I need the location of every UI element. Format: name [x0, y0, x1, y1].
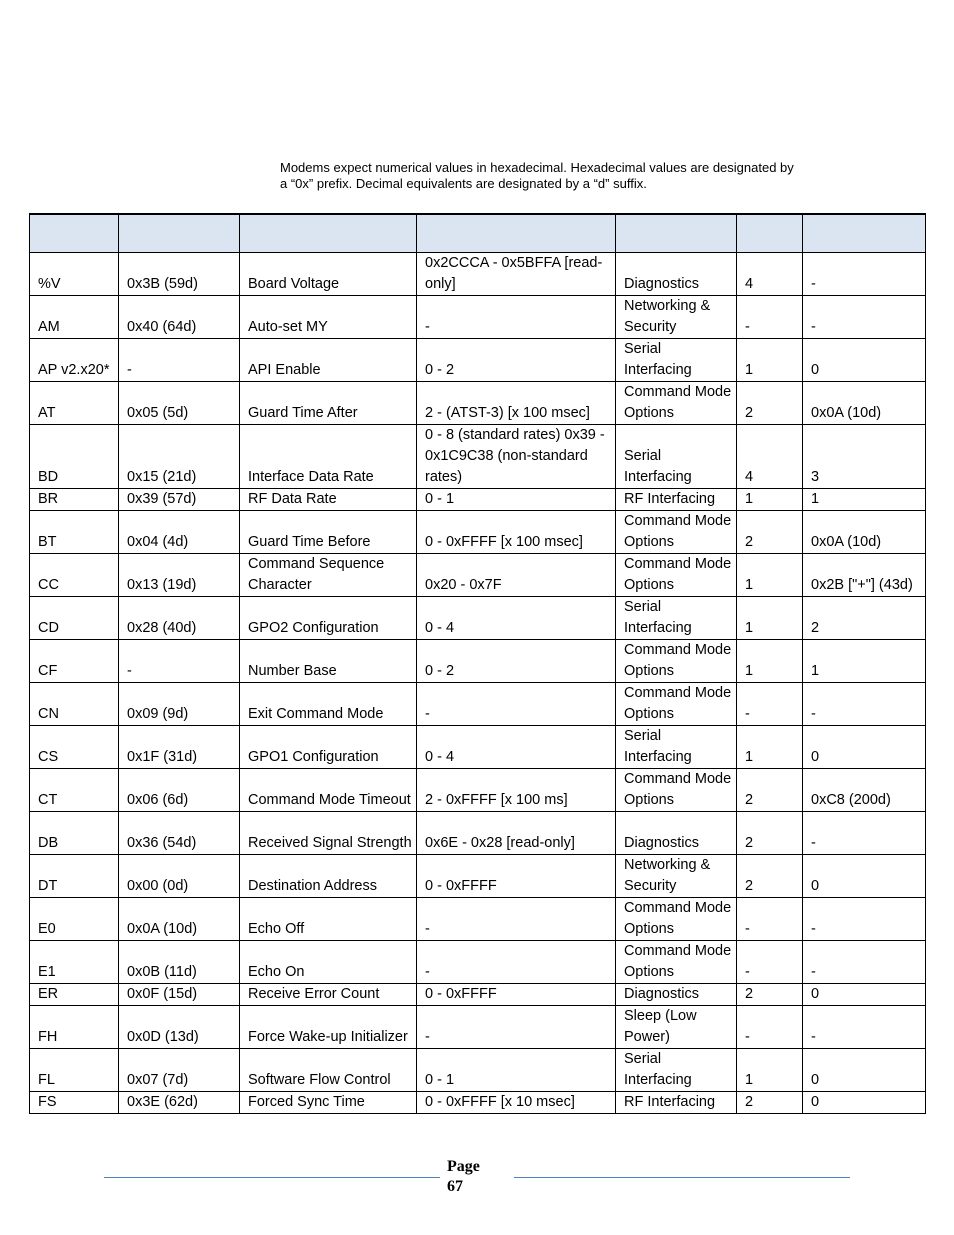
command-category-cell: Diagnostics	[616, 812, 737, 855]
command-number-cell: 0x0D (13d)	[119, 1006, 240, 1049]
command-number-cell: -	[119, 640, 240, 683]
command-number-cell: 0x04 (4d)	[119, 511, 240, 554]
factory-default-cell: -	[803, 683, 926, 726]
command-name-cell: Echo On	[240, 941, 417, 984]
hex-note-line-2: a “0x” prefix. Decimal equivalents are designated by a “d” suffix.	[280, 176, 647, 191]
command-category-cell: Command Mode Options	[616, 511, 737, 554]
table-row	[30, 296, 926, 339]
nbytes-returned-cell: 1	[737, 489, 803, 511]
command-category-cell: RF Interfacing	[616, 489, 737, 511]
factory-default-cell: 0x0A (10d)	[803, 382, 926, 425]
command-category-cell: Command Mode Options	[616, 898, 737, 941]
at-command-cell: E0	[30, 898, 119, 941]
at-command-cell: %V	[30, 253, 119, 296]
factory-default-cell: -	[803, 898, 926, 941]
at-command-cell: DB	[30, 812, 119, 855]
table-row	[30, 941, 926, 984]
command-number-cell: 0x39 (57d)	[119, 489, 240, 511]
command-category-cell: Sleep (Low Power)	[616, 1006, 737, 1049]
parameter-range-cell: -	[417, 683, 616, 726]
at-command-cell: BD	[30, 425, 119, 489]
command-number-cell: 0x3B (59d)	[119, 253, 240, 296]
header-cell	[616, 214, 737, 253]
factory-default-cell: 3	[803, 425, 926, 489]
table-row	[30, 382, 926, 425]
at-command-table	[29, 213, 926, 1114]
nbytes-returned-cell: 4	[737, 253, 803, 296]
command-name-cell: Guard Time After	[240, 382, 417, 425]
factory-default-cell: 0	[803, 855, 926, 898]
at-command-cell: DT	[30, 855, 119, 898]
command-name-cell: Destination Address	[240, 855, 417, 898]
command-number-cell: -	[119, 339, 240, 382]
command-number-cell: 0x1F (31d)	[119, 726, 240, 769]
table-row	[30, 1006, 926, 1049]
at-command-cell: ER	[30, 984, 119, 1006]
table-row	[30, 1092, 926, 1114]
parameter-range-cell: -	[417, 898, 616, 941]
nbytes-returned-cell: 2	[737, 812, 803, 855]
footer-rule-right	[514, 1177, 850, 1178]
factory-default-cell: 0	[803, 339, 926, 382]
parameter-range-cell: 0x2CCCA - 0x5BFFA [read-only]	[417, 253, 616, 296]
factory-default-cell: 0	[803, 1092, 926, 1114]
at-command-cell: FL	[30, 1049, 119, 1092]
table-row	[30, 425, 926, 489]
footer-rule-left	[104, 1177, 440, 1178]
nbytes-returned-cell: 2	[737, 769, 803, 812]
page-number-value: 67	[447, 1178, 463, 1195]
parameter-range-cell: 0 - 4	[417, 726, 616, 769]
command-number-cell: 0x07 (7d)	[119, 1049, 240, 1092]
nbytes-returned-cell: 2	[737, 382, 803, 425]
command-name-cell: Command Sequence Character	[240, 554, 417, 597]
command-category-cell: Serial Interfacing	[616, 597, 737, 640]
table-row	[30, 683, 926, 726]
at-command-cell: BR	[30, 489, 119, 511]
parameter-range-cell: 0x20 - 0x7F	[417, 554, 616, 597]
table-row	[30, 640, 926, 683]
nbytes-returned-cell: 2	[737, 984, 803, 1006]
table-row	[30, 769, 926, 812]
page-label: Page	[447, 1158, 480, 1175]
factory-default-cell: 1	[803, 489, 926, 511]
header-cell	[30, 214, 119, 253]
factory-default-cell: 0x0A (10d)	[803, 511, 926, 554]
at-command-cell: AM	[30, 296, 119, 339]
at-command-cell: CT	[30, 769, 119, 812]
page-number	[447, 1157, 507, 1197]
command-number-cell: 0x06 (6d)	[119, 769, 240, 812]
at-command-cell: AP v2.x20*	[30, 339, 119, 382]
table-row	[30, 726, 926, 769]
command-name-cell: Number Base	[240, 640, 417, 683]
parameter-range-cell: 0 - 2	[417, 339, 616, 382]
table-body	[30, 253, 926, 1114]
factory-default-cell: -	[803, 812, 926, 855]
parameter-range-cell: -	[417, 1006, 616, 1049]
table-row	[30, 489, 926, 511]
nbytes-returned-cell: 1	[737, 1049, 803, 1092]
command-name-cell: Force Wake-up Initializer	[240, 1006, 417, 1049]
parameter-range-cell: 2 - (ATST-3) [x 100 msec]	[417, 382, 616, 425]
command-name-cell: Received Signal Strength	[240, 812, 417, 855]
command-number-cell: 0x15 (21d)	[119, 425, 240, 489]
command-name-cell: Echo Off	[240, 898, 417, 941]
parameter-range-cell: -	[417, 296, 616, 339]
command-category-cell: Networking & Security	[616, 296, 737, 339]
table-row	[30, 898, 926, 941]
parameter-range-cell: 0 - 0xFFFF	[417, 984, 616, 1006]
command-name-cell: Guard Time Before	[240, 511, 417, 554]
factory-default-cell: 0	[803, 1049, 926, 1092]
factory-default-cell: 1	[803, 640, 926, 683]
hex-note-line-1: Modems expect numerical values in hexadecimal. Hexadecimal values are designated by	[280, 160, 794, 175]
command-name-cell: Interface Data Rate	[240, 425, 417, 489]
at-command-cell: CD	[30, 597, 119, 640]
command-name-cell: GPO1 Configuration	[240, 726, 417, 769]
parameter-range-cell: 2 - 0xFFFF [x 100 ms]	[417, 769, 616, 812]
command-number-cell: 0x3E (62d)	[119, 1092, 240, 1114]
nbytes-returned-cell: 1	[737, 726, 803, 769]
command-category-cell: RF Interfacing	[616, 1092, 737, 1114]
nbytes-returned-cell: 4	[737, 425, 803, 489]
table-row	[30, 554, 926, 597]
factory-default-cell: 0x2B ["+"] (43d)	[803, 554, 926, 597]
factory-default-cell: -	[803, 941, 926, 984]
command-name-cell: RF Data Rate	[240, 489, 417, 511]
factory-default-cell: 2	[803, 597, 926, 640]
table-row	[30, 812, 926, 855]
command-category-cell: Serial Interfacing	[616, 1049, 737, 1092]
command-name-cell: Software Flow Control	[240, 1049, 417, 1092]
parameter-range-cell: 0 - 2	[417, 640, 616, 683]
header-cell	[417, 214, 616, 253]
parameter-range-cell: 0x6E - 0x28 [read-only]	[417, 812, 616, 855]
command-number-cell: 0x0B (11d)	[119, 941, 240, 984]
nbytes-returned-cell: -	[737, 683, 803, 726]
table-row	[30, 253, 926, 296]
factory-default-cell: -	[803, 1006, 926, 1049]
command-category-cell: Command Mode Options	[616, 640, 737, 683]
nbytes-returned-cell: 1	[737, 597, 803, 640]
table-row	[30, 984, 926, 1006]
at-command-cell: AT	[30, 382, 119, 425]
parameter-range-cell: 0 - 1	[417, 1049, 616, 1092]
at-command-cell: FH	[30, 1006, 119, 1049]
factory-default-cell: -	[803, 253, 926, 296]
at-command-cell: CF	[30, 640, 119, 683]
nbytes-returned-cell: -	[737, 898, 803, 941]
command-category-cell: Command Mode Options	[616, 554, 737, 597]
parameter-range-cell: 0 - 0xFFFF [x 10 msec]	[417, 1092, 616, 1114]
command-category-cell: Command Mode Options	[616, 382, 737, 425]
command-number-cell: 0x13 (19d)	[119, 554, 240, 597]
command-category-cell: Command Mode Options	[616, 769, 737, 812]
header-cell	[119, 214, 240, 253]
factory-default-cell: -	[803, 296, 926, 339]
nbytes-returned-cell: 1	[737, 640, 803, 683]
table-header-row	[30, 214, 926, 253]
command-name-cell: Command Mode Timeout	[240, 769, 417, 812]
parameter-range-cell: 0 - 8 (standard rates) 0x39 - 0x1C9C38 (non-standard rates)	[417, 425, 616, 489]
at-command-cell: CC	[30, 554, 119, 597]
parameter-range-cell: 0 - 4	[417, 597, 616, 640]
table-row	[30, 597, 926, 640]
table-row	[30, 339, 926, 382]
header-cell	[737, 214, 803, 253]
command-category-cell: Serial Interfacing	[616, 425, 737, 489]
nbytes-returned-cell: 2	[737, 1092, 803, 1114]
command-category-cell: Serial Interfacing	[616, 726, 737, 769]
command-category-cell: Command Mode Options	[616, 683, 737, 726]
nbytes-returned-cell: 1	[737, 554, 803, 597]
command-category-cell: Serial Interfacing	[616, 339, 737, 382]
command-number-cell: 0x0F (15d)	[119, 984, 240, 1006]
header-cell	[803, 214, 926, 253]
command-name-cell: Board Voltage	[240, 253, 417, 296]
hex-note	[280, 160, 850, 192]
nbytes-returned-cell: 1	[737, 339, 803, 382]
command-number-cell: 0x0A (10d)	[119, 898, 240, 941]
factory-default-cell: 0	[803, 984, 926, 1006]
parameter-range-cell: -	[417, 941, 616, 984]
header-cell	[240, 214, 417, 253]
nbytes-returned-cell: 2	[737, 511, 803, 554]
table-row	[30, 511, 926, 554]
command-name-cell: API Enable	[240, 339, 417, 382]
nbytes-returned-cell: -	[737, 941, 803, 984]
command-number-cell: 0x05 (5d)	[119, 382, 240, 425]
command-number-cell: 0x40 (64d)	[119, 296, 240, 339]
table-row	[30, 855, 926, 898]
nbytes-returned-cell: 2	[737, 855, 803, 898]
command-category-cell: Diagnostics	[616, 253, 737, 296]
parameter-range-cell: 0 - 1	[417, 489, 616, 511]
at-command-cell: BT	[30, 511, 119, 554]
command-category-cell: Diagnostics	[616, 984, 737, 1006]
table-row	[30, 1049, 926, 1092]
command-category-cell: Command Mode Options	[616, 941, 737, 984]
factory-default-cell: 0	[803, 726, 926, 769]
nbytes-returned-cell: -	[737, 296, 803, 339]
command-name-cell: Forced Sync Time	[240, 1092, 417, 1114]
parameter-range-cell: 0 - 0xFFFF	[417, 855, 616, 898]
command-category-cell: Networking & Security	[616, 855, 737, 898]
factory-default-cell: 0xC8 (200d)	[803, 769, 926, 812]
command-number-cell: 0x36 (54d)	[119, 812, 240, 855]
at-command-cell: CS	[30, 726, 119, 769]
parameter-range-cell: 0 - 0xFFFF [x 100 msec]	[417, 511, 616, 554]
at-command-cell: CN	[30, 683, 119, 726]
at-command-cell: FS	[30, 1092, 119, 1114]
command-name-cell: GPO2 Configuration	[240, 597, 417, 640]
at-command-cell: E1	[30, 941, 119, 984]
command-name-cell: Receive Error Count	[240, 984, 417, 1006]
nbytes-returned-cell: -	[737, 1006, 803, 1049]
command-name-cell: Auto-set MY	[240, 296, 417, 339]
command-name-cell: Exit Command Mode	[240, 683, 417, 726]
command-number-cell: 0x28 (40d)	[119, 597, 240, 640]
command-number-cell: 0x09 (9d)	[119, 683, 240, 726]
command-number-cell: 0x00 (0d)	[119, 855, 240, 898]
